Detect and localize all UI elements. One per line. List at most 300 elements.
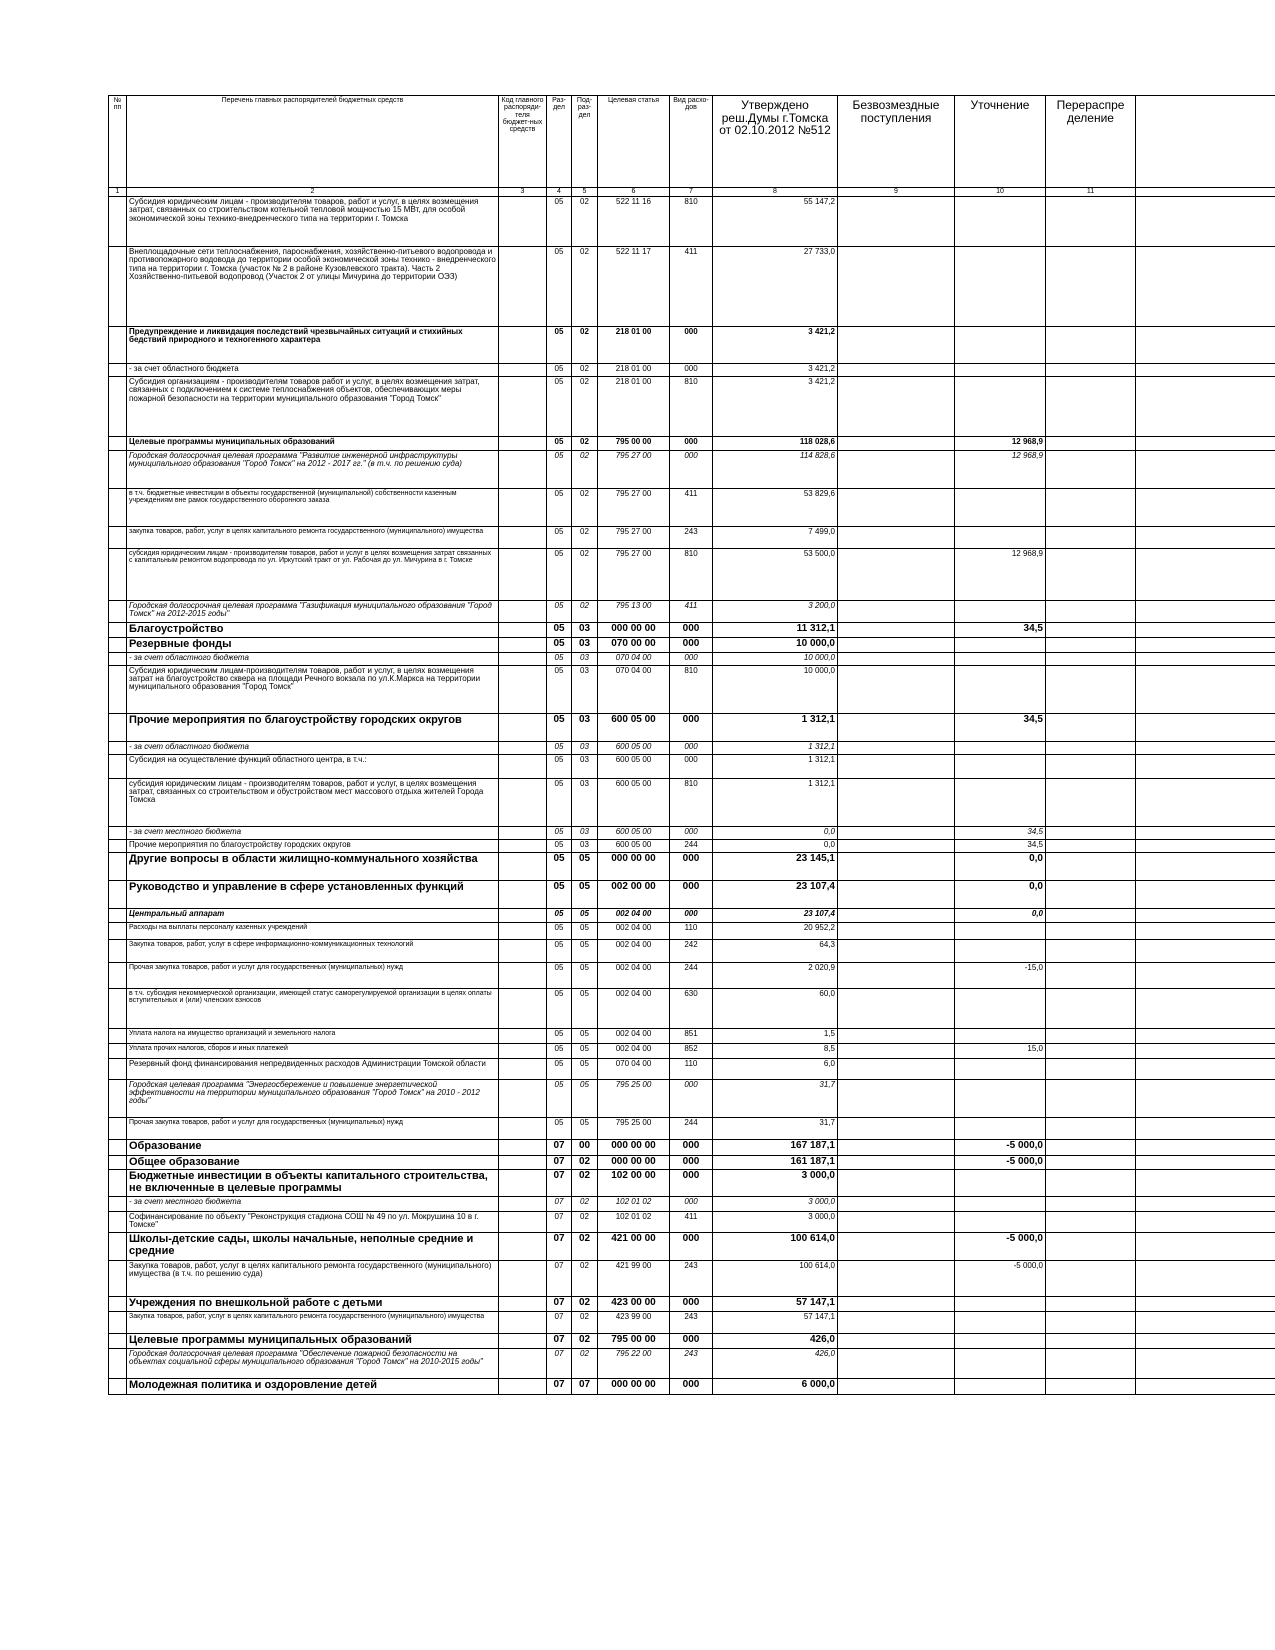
clarify-cell: 34,5 — [955, 713, 1046, 741]
redistribution-cell — [1046, 1312, 1136, 1334]
clarify-cell: 12 968,9 — [955, 451, 1046, 489]
row-number-cell — [109, 1155, 127, 1170]
podrazdel-cell: 02 — [572, 1212, 598, 1233]
extra-cell — [1136, 1297, 1275, 1312]
gratis-cell — [838, 1312, 955, 1334]
name-cell: Руководство и управление в сфере установленных функций — [127, 880, 499, 908]
extra-cell — [1136, 1043, 1275, 1058]
row-number-cell — [109, 754, 127, 778]
row-number-cell — [109, 908, 127, 922]
vid-cell: 852 — [670, 1043, 713, 1058]
podrazdel-cell: 02 — [572, 489, 598, 527]
code-cell — [499, 489, 547, 527]
gratis-cell — [838, 247, 955, 327]
table-row — [109, 1117, 1275, 1139]
code-cell — [499, 1197, 547, 1212]
code-cell — [499, 247, 547, 327]
podrazdel-cell: 02 — [572, 527, 598, 549]
row-number-cell — [109, 623, 127, 638]
gratis-cell — [838, 1079, 955, 1117]
target-cell: 795 00 00 — [598, 437, 670, 451]
approved-cell: 20 952,2 — [713, 922, 838, 939]
row-number-cell — [109, 437, 127, 451]
vid-cell: 000 — [670, 852, 713, 880]
name-cell: в т.ч. бюджетные инвестиции в объекты государственной (муниципальной) собственности казенным учреждениям вне рамок государственного оборонного заказа — [127, 489, 499, 527]
podrazdel-cell: 02 — [572, 247, 598, 327]
approved-cell: 1 312,1 — [713, 778, 838, 826]
vid-cell: 000 — [670, 652, 713, 665]
target-cell: 102 01 02 — [598, 1197, 670, 1212]
razdel-cell: 07 — [547, 1297, 572, 1312]
redistribution-cell — [1046, 962, 1136, 988]
approved-cell: 23 107,4 — [713, 880, 838, 908]
target-cell: 600 05 00 — [598, 839, 670, 852]
vid-cell: 243 — [670, 1261, 713, 1297]
vid-cell: 411 — [670, 1212, 713, 1233]
clarify-cell — [955, 197, 1046, 247]
extra-cell — [1136, 549, 1275, 601]
code-cell — [499, 1117, 547, 1139]
code-cell — [499, 437, 547, 451]
target-cell: 795 25 00 — [598, 1117, 670, 1139]
vid-cell: 000 — [670, 623, 713, 638]
razdel-cell: 05 — [547, 377, 572, 437]
redistribution-cell — [1046, 754, 1136, 778]
clarify-cell — [955, 1028, 1046, 1043]
gratis-cell — [838, 364, 955, 377]
target-cell: 070 00 00 — [598, 638, 670, 653]
razdel-cell: 05 — [547, 527, 572, 549]
podrazdel-cell: 02 — [572, 1155, 598, 1170]
vid-cell: 810 — [670, 377, 713, 437]
extra-cell — [1136, 1261, 1275, 1297]
redistribution-cell — [1046, 623, 1136, 638]
clarify-cell: -15,0 — [955, 962, 1046, 988]
approved-cell: 11 312,1 — [713, 623, 838, 638]
approved-cell: 31,7 — [713, 1079, 838, 1117]
vid-cell: 000 — [670, 1155, 713, 1170]
clarify-cell — [955, 247, 1046, 327]
redistribution-cell — [1046, 778, 1136, 826]
vid-cell: 810 — [670, 665, 713, 713]
redistribution-cell — [1046, 327, 1136, 364]
vid-cell: 244 — [670, 1117, 713, 1139]
code-cell — [499, 197, 547, 247]
extra-cell — [1136, 852, 1275, 880]
gratis-cell — [838, 1212, 955, 1233]
vid-cell: 242 — [670, 939, 713, 962]
target-cell: 000 00 00 — [598, 1155, 670, 1170]
name-cell: Субсидия юридическим лицам - производителям товаров, работ и услуг, в целях возмещения затрат, связанных со строительством котельной тепловой мощностью 15 МВт, для особой экономической зоны технико-внедренческого типа на территории г. Томска — [127, 197, 499, 247]
podrazdel-cell: 02 — [572, 1233, 598, 1261]
redistribution-cell — [1046, 988, 1136, 1028]
row-number-cell — [109, 489, 127, 527]
code-cell — [499, 922, 547, 939]
code-cell — [499, 741, 547, 754]
table-row — [109, 665, 1275, 713]
clarify-cell — [955, 327, 1046, 364]
extra-cell — [1136, 527, 1275, 549]
podrazdel-cell: 02 — [572, 437, 598, 451]
extra-cell — [1136, 638, 1275, 653]
podrazdel-cell: 03 — [572, 713, 598, 741]
vid-cell: 411 — [670, 489, 713, 527]
col-number: 11 — [1046, 188, 1136, 197]
podrazdel-cell: 02 — [572, 1297, 598, 1312]
name-cell: - за счет местного бюджета — [127, 1197, 499, 1212]
gratis-cell — [838, 962, 955, 988]
redistribution-cell — [1046, 741, 1136, 754]
clarify-cell: -5 000,0 — [955, 1233, 1046, 1261]
vid-cell: 411 — [670, 247, 713, 327]
budget-table-body — [109, 197, 1275, 1395]
podrazdel-cell: 03 — [572, 665, 598, 713]
target-cell: 000 00 00 — [598, 623, 670, 638]
code-cell — [499, 327, 547, 364]
code-cell — [499, 1379, 547, 1395]
clarify-cell: 12 968,9 — [955, 549, 1046, 601]
clarify-cell — [955, 754, 1046, 778]
vid-cell: 000 — [670, 908, 713, 922]
podrazdel-cell: 02 — [572, 1312, 598, 1334]
razdel-cell: 05 — [547, 1117, 572, 1139]
clarify-cell: 15,0 — [955, 1043, 1046, 1058]
table-row — [109, 1079, 1275, 1117]
table-row — [109, 1349, 1275, 1379]
name-cell: Резервный фонд финансирования непредвиденных расходов Администрации Томской области — [127, 1058, 499, 1079]
col-number: 3 — [499, 188, 547, 197]
code-cell — [499, 880, 547, 908]
vid-cell: 243 — [670, 527, 713, 549]
redistribution-cell — [1046, 1058, 1136, 1079]
clarify-cell — [955, 638, 1046, 653]
extra-cell — [1136, 652, 1275, 665]
razdel-cell: 05 — [547, 852, 572, 880]
col-razdel-header: Раз-дел — [547, 96, 572, 188]
vid-cell: 110 — [670, 1058, 713, 1079]
target-cell: 002 04 00 — [598, 1043, 670, 1058]
vid-cell: 110 — [670, 922, 713, 939]
clarify-cell — [955, 601, 1046, 623]
code-cell — [499, 1028, 547, 1043]
redistribution-cell — [1046, 1349, 1136, 1379]
razdel-cell: 05 — [547, 1079, 572, 1117]
gratis-cell — [838, 1334, 955, 1349]
clarify-cell: 12 968,9 — [955, 437, 1046, 451]
col-gratis-header: Безвозмездные поступления — [838, 96, 955, 188]
extra-cell — [1136, 839, 1275, 852]
name-cell: - за счет областного бюджета — [127, 364, 499, 377]
row-number-cell — [109, 527, 127, 549]
extra-cell — [1136, 1117, 1275, 1139]
table-row — [109, 1334, 1275, 1349]
target-cell: 795 22 00 — [598, 1349, 670, 1379]
clarify-cell — [955, 1079, 1046, 1117]
razdel-cell: 07 — [547, 1312, 572, 1334]
vid-cell: 810 — [670, 197, 713, 247]
approved-cell: 100 614,0 — [713, 1233, 838, 1261]
extra-cell — [1136, 880, 1275, 908]
extra-cell — [1136, 962, 1275, 988]
clarify-cell: -5 000,0 — [955, 1261, 1046, 1297]
approved-cell: 6 000,0 — [713, 1379, 838, 1395]
code-cell — [499, 638, 547, 653]
table-row — [109, 1155, 1275, 1170]
code-cell — [499, 1058, 547, 1079]
name-cell: Расходы на выплаты персоналу казенных учреждений — [127, 922, 499, 939]
table-row — [109, 1058, 1275, 1079]
gratis-cell — [838, 1349, 955, 1379]
clarify-cell — [955, 778, 1046, 826]
razdel-cell: 07 — [547, 1170, 572, 1197]
extra-cell — [1136, 197, 1275, 247]
name-cell: Субсидия на осуществление функций областного центра, в т.ч.: — [127, 754, 499, 778]
podrazdel-cell: 03 — [572, 778, 598, 826]
target-cell: 522 11 16 — [598, 197, 670, 247]
redistribution-cell — [1046, 364, 1136, 377]
approved-cell: 3 421,2 — [713, 327, 838, 364]
approved-cell: 1 312,1 — [713, 754, 838, 778]
redistribution-cell — [1046, 839, 1136, 852]
clarify-cell — [955, 1297, 1046, 1312]
extra-cell — [1136, 1058, 1275, 1079]
extra-cell — [1136, 451, 1275, 489]
podrazdel-cell: 02 — [572, 197, 598, 247]
name-cell: - за счет областного бюджета — [127, 652, 499, 665]
clarify-cell — [955, 489, 1046, 527]
row-number-cell — [109, 922, 127, 939]
approved-cell: 57 147,1 — [713, 1297, 838, 1312]
razdel-cell: 05 — [547, 601, 572, 623]
approved-cell: 53 500,0 — [713, 549, 838, 601]
row-number-cell — [109, 826, 127, 839]
row-number-cell — [109, 1139, 127, 1155]
name-cell: Учреждения по внешкольной работе с детьми — [127, 1297, 499, 1312]
gratis-cell — [838, 1233, 955, 1261]
target-cell: 002 04 00 — [598, 939, 670, 962]
code-cell — [499, 1261, 547, 1297]
target-cell: 002 04 00 — [598, 1028, 670, 1043]
approved-cell: 10 000,0 — [713, 638, 838, 653]
clarify-cell — [955, 1197, 1046, 1212]
extra-cell — [1136, 489, 1275, 527]
gratis-cell — [838, 741, 955, 754]
code-cell — [499, 451, 547, 489]
gratis-cell — [838, 1043, 955, 1058]
redistribution-cell — [1046, 601, 1136, 623]
gratis-cell — [838, 1297, 955, 1312]
row-number-cell — [109, 1297, 127, 1312]
target-cell: 795 25 00 — [598, 1079, 670, 1117]
approved-cell: 3 000,0 — [713, 1197, 838, 1212]
table-row — [109, 527, 1275, 549]
target-cell: 423 00 00 — [598, 1297, 670, 1312]
podrazdel-cell: 05 — [572, 1117, 598, 1139]
approved-cell: 27 733,0 — [713, 247, 838, 327]
table-row — [109, 327, 1275, 364]
approved-cell: 31,7 — [713, 1117, 838, 1139]
redistribution-cell — [1046, 713, 1136, 741]
clarify-cell — [955, 1334, 1046, 1349]
table-row — [109, 1197, 1275, 1212]
table-row — [109, 826, 1275, 839]
code-cell — [499, 826, 547, 839]
target-cell: 218 01 00 — [598, 377, 670, 437]
row-number-cell — [109, 451, 127, 489]
clarify-cell — [955, 377, 1046, 437]
vid-cell: 244 — [670, 839, 713, 852]
redistribution-cell — [1046, 1079, 1136, 1117]
clarify-cell: 0,0 — [955, 908, 1046, 922]
col-number: 6 — [598, 188, 670, 197]
approved-cell: 3 421,2 — [713, 364, 838, 377]
vid-cell: 000 — [670, 1334, 713, 1349]
vid-cell: 000 — [670, 1233, 713, 1261]
redistribution-cell — [1046, 377, 1136, 437]
redistribution-cell — [1046, 939, 1136, 962]
target-cell: 070 04 00 — [598, 652, 670, 665]
razdel-cell: 05 — [547, 451, 572, 489]
name-cell: - за счет местного бюджета — [127, 826, 499, 839]
clarify-cell — [955, 741, 1046, 754]
gratis-cell — [838, 852, 955, 880]
extra-cell — [1136, 327, 1275, 364]
target-cell: 102 01 02 — [598, 1212, 670, 1233]
vid-cell: 000 — [670, 1197, 713, 1212]
vid-cell: 000 — [670, 364, 713, 377]
code-cell — [499, 527, 547, 549]
approved-cell: 64,3 — [713, 939, 838, 962]
redistribution-cell — [1046, 652, 1136, 665]
extra-cell — [1136, 1349, 1275, 1379]
clarify-cell — [955, 1312, 1046, 1334]
name-cell: Закупка товаров, работ, услуг в сфере информационно-коммуникационных технологий — [127, 939, 499, 962]
approved-cell: 161 187,1 — [713, 1155, 838, 1170]
gratis-cell — [838, 908, 955, 922]
clarify-cell — [955, 1379, 1046, 1395]
podrazdel-cell: 02 — [572, 364, 598, 377]
clarify-cell: -5 000,0 — [955, 1155, 1046, 1170]
extra-cell — [1136, 741, 1275, 754]
table-row — [109, 880, 1275, 908]
gratis-cell — [838, 880, 955, 908]
podrazdel-cell: 07 — [572, 1379, 598, 1395]
podrazdel-cell: 05 — [572, 1058, 598, 1079]
extra-cell — [1136, 713, 1275, 741]
table-row — [109, 549, 1275, 601]
extra-cell — [1136, 754, 1275, 778]
approved-cell: 23 107,4 — [713, 908, 838, 922]
clarify-cell — [955, 652, 1046, 665]
razdel-cell: 07 — [547, 1261, 572, 1297]
code-cell — [499, 1233, 547, 1261]
code-cell — [499, 1079, 547, 1117]
name-cell: Городская долгосрочная целевая программа "Развитие инженерной инфраструктуры муниципального образования "Город Томск" на 2012 - 2017 гг." (в т.ч. по решению суда) — [127, 451, 499, 489]
razdel-cell: 05 — [547, 665, 572, 713]
clarify-cell — [955, 1212, 1046, 1233]
gratis-cell — [838, 527, 955, 549]
row-number-cell — [109, 638, 127, 653]
vid-cell: 851 — [670, 1028, 713, 1043]
col-name-header: Перечень главных распорядителей бюджетных средств — [127, 96, 499, 188]
extra-cell — [1136, 922, 1275, 939]
vid-cell: 000 — [670, 1079, 713, 1117]
approved-cell: 23 145,1 — [713, 852, 838, 880]
name-cell: Прочие мероприятия по благоустройству городских округов — [127, 839, 499, 852]
vid-cell: 000 — [670, 741, 713, 754]
table-row — [109, 922, 1275, 939]
podrazdel-cell: 05 — [572, 880, 598, 908]
approved-cell: 1,5 — [713, 1028, 838, 1043]
budget-table — [108, 95, 1275, 1395]
vid-cell: 810 — [670, 549, 713, 601]
podrazdel-cell: 03 — [572, 839, 598, 852]
clarify-cell — [955, 665, 1046, 713]
gratis-cell — [838, 549, 955, 601]
extra-cell — [1136, 1379, 1275, 1395]
razdel-cell: 05 — [547, 549, 572, 601]
approved-cell: 1 312,1 — [713, 741, 838, 754]
razdel-cell: 07 — [547, 1379, 572, 1395]
row-number-cell — [109, 197, 127, 247]
row-number-cell — [109, 665, 127, 713]
table-row — [109, 962, 1275, 988]
table-row — [109, 1212, 1275, 1233]
gratis-cell — [838, 1058, 955, 1079]
redistribution-cell — [1046, 1155, 1136, 1170]
name-cell: закупка товаров, работ, услуг в целях капитального ремонта государственного (муниципального) имущества — [127, 527, 499, 549]
code-cell — [499, 652, 547, 665]
redistribution-cell — [1046, 437, 1136, 451]
table-row — [109, 1043, 1275, 1058]
target-cell: 421 00 00 — [598, 1233, 670, 1261]
row-number-cell — [109, 1312, 127, 1334]
vid-cell: 243 — [670, 1349, 713, 1379]
table-row — [109, 377, 1275, 437]
vid-cell: 000 — [670, 1170, 713, 1197]
razdel-cell: 07 — [547, 1233, 572, 1261]
razdel-cell: 05 — [547, 327, 572, 364]
target-cell: 000 00 00 — [598, 1379, 670, 1395]
code-cell — [499, 377, 547, 437]
gratis-cell — [838, 713, 955, 741]
col-num-header: № пп — [109, 96, 127, 188]
extra-cell — [1136, 1028, 1275, 1043]
approved-cell: 2 020,9 — [713, 962, 838, 988]
table-row — [109, 364, 1275, 377]
table-row — [109, 489, 1275, 527]
row-number-cell — [109, 713, 127, 741]
name-cell: Уплата налога на имущество организаций и земельного налога — [127, 1028, 499, 1043]
razdel-cell: 05 — [547, 364, 572, 377]
target-cell: 600 05 00 — [598, 713, 670, 741]
redistribution-cell — [1046, 451, 1136, 489]
approved-cell: 426,0 — [713, 1349, 838, 1379]
code-cell — [499, 778, 547, 826]
row-number-cell — [109, 1043, 127, 1058]
table-row — [109, 601, 1275, 623]
col-number: 9 — [838, 188, 955, 197]
code-cell — [499, 908, 547, 922]
razdel-cell: 07 — [547, 1155, 572, 1170]
name-cell: Закупка товаров, работ, услуг в целях капитального ремонта государственного (муниципального) имущества (в т.ч. по решению суда) — [127, 1261, 499, 1297]
gratis-cell — [838, 778, 955, 826]
table-row — [109, 1170, 1275, 1197]
row-number-cell — [109, 1349, 127, 1379]
table-row — [109, 839, 1275, 852]
target-cell: 218 01 00 — [598, 327, 670, 364]
approved-cell: 60,0 — [713, 988, 838, 1028]
